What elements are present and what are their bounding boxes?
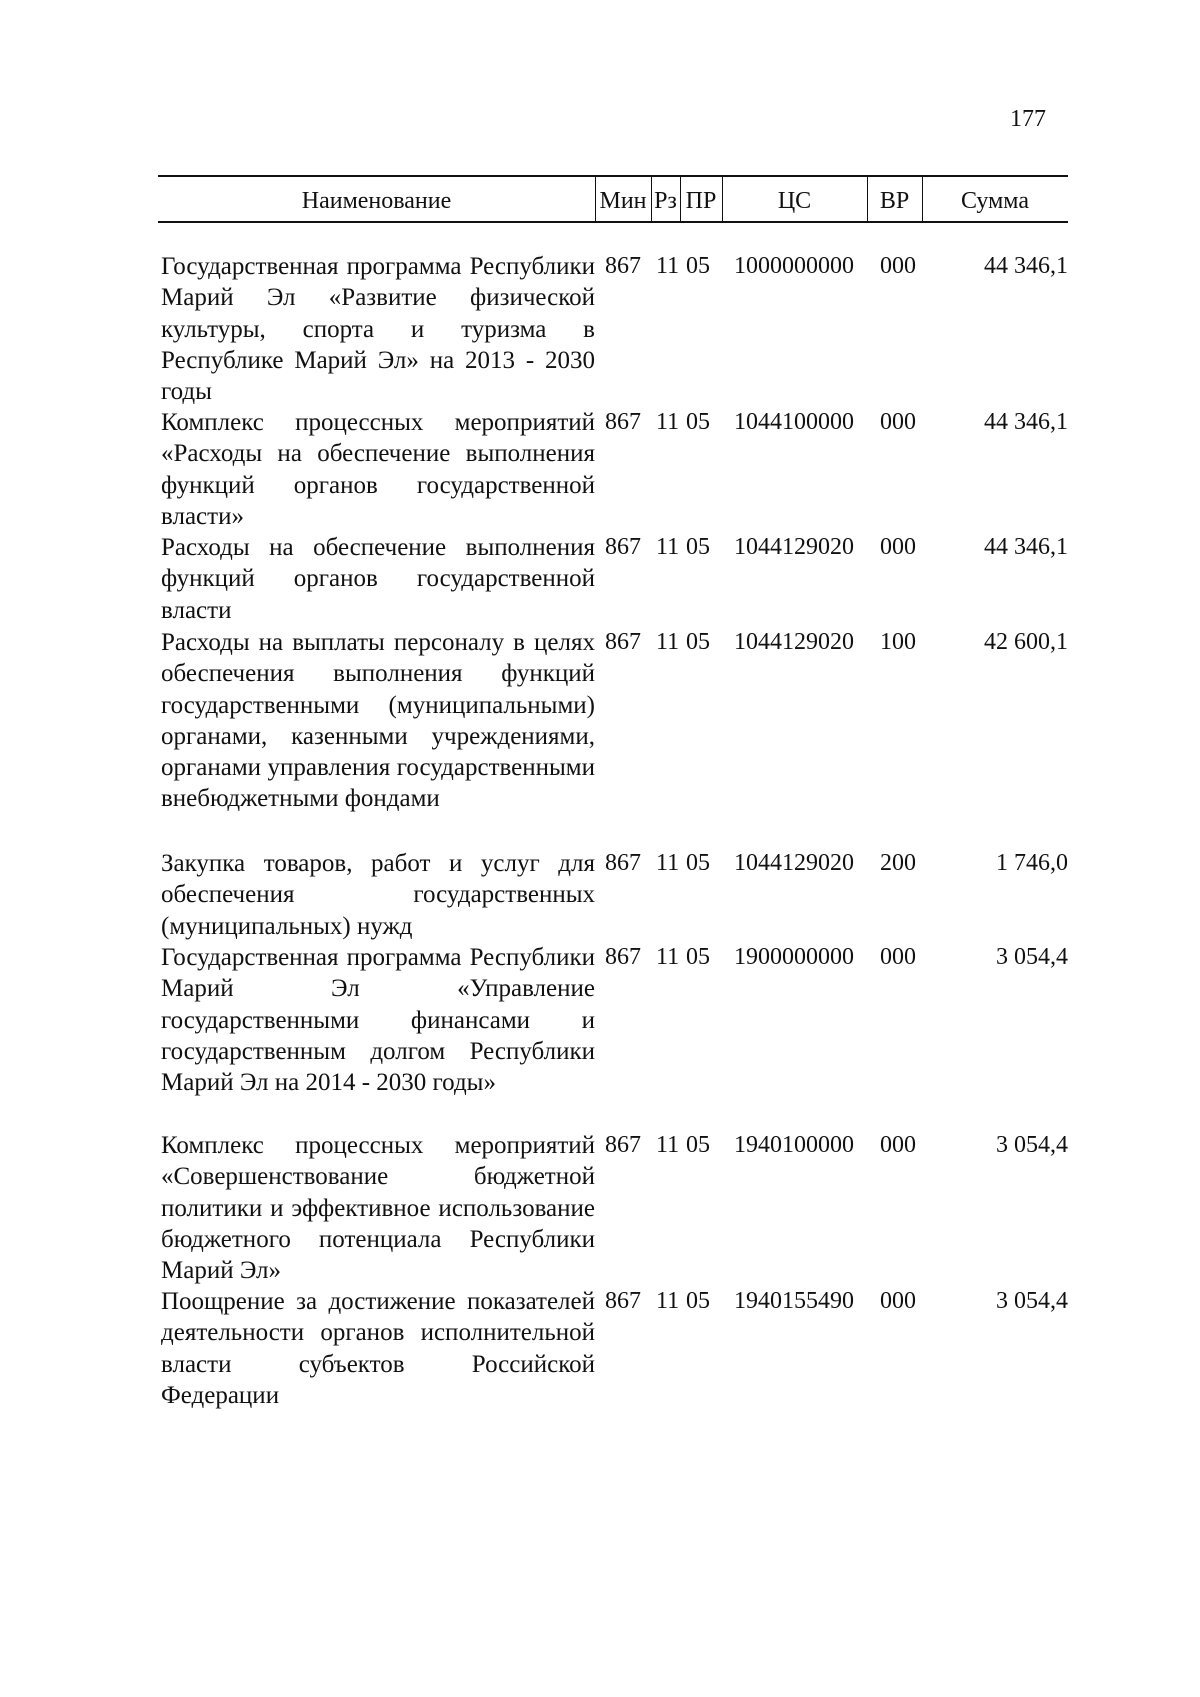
row-cs: 1044129020	[734, 629, 854, 655]
row-sum: 3 054,4	[996, 1132, 1068, 1158]
row-min: 867	[605, 534, 641, 560]
page-number: 177	[1010, 106, 1046, 132]
row-min: 867	[605, 253, 641, 279]
row-vr: 000	[880, 253, 916, 279]
row-vr: 000	[880, 944, 916, 970]
row-name: Расходы на обеспечение выполнения функций органов государственной власти	[161, 534, 595, 624]
row-cs: 1900000000	[734, 944, 854, 970]
row-name: Расходы на выплаты персоналу в целях обеспечения выполнения функций государственными (муниципальными) органами, казенными учреждениями, органами управления государственными внебюджетными фондами	[161, 629, 595, 813]
row-vr: 000	[880, 534, 916, 560]
row-vr: 000	[880, 1288, 916, 1314]
row-rz: 11	[656, 409, 680, 435]
row-sum: 44 346,1	[984, 409, 1068, 435]
row-sum: 44 346,1	[984, 534, 1068, 560]
row-cs: 1044129020	[734, 850, 854, 876]
row-min: 867	[605, 1132, 641, 1158]
col-header-sum: Сумма	[961, 188, 1029, 214]
row-pr: 05	[686, 409, 710, 435]
row-name: Поощрение за достижение показателей деятельности органов исполнительной власти субъектов Российской Федерации	[161, 1288, 595, 1409]
row-cs: 1940155490	[734, 1288, 854, 1314]
row-rz: 11	[656, 629, 680, 655]
row-sum: 42 600,1	[984, 629, 1068, 655]
row-name: Государственная программа Республики Марий Эл «Управление государственными финансами и государственным долгом Республики Марий Эл на 2014 - 2030 годы»	[161, 944, 595, 1097]
col-header-pr: ПР	[685, 188, 717, 214]
row-min: 867	[605, 850, 641, 876]
row-pr: 05	[686, 850, 710, 876]
row-min: 867	[605, 409, 641, 435]
row-pr: 05	[686, 629, 710, 655]
row-min: 867	[605, 944, 641, 970]
row-name: Комплекс процессных мероприятий «Расходы на обеспечение выполнения функций органов государственной власти»	[161, 409, 595, 530]
row-vr: 200	[880, 850, 916, 876]
row-sum: 3 054,4	[996, 944, 1068, 970]
row-rz: 11	[656, 253, 680, 279]
row-rz: 11	[656, 850, 680, 876]
row-rz: 11	[656, 1288, 680, 1314]
row-pr: 05	[686, 253, 710, 279]
row-rz: 11	[656, 534, 680, 560]
row-pr: 05	[686, 1288, 710, 1314]
row-rz: 11	[656, 944, 680, 970]
row-cs: 1000000000	[734, 253, 854, 279]
row-min: 867	[605, 629, 641, 655]
row-pr: 05	[686, 1132, 710, 1158]
col-header-rz: Рз	[654, 188, 677, 214]
row-cs: 1044129020	[734, 534, 854, 560]
row-pr: 05	[686, 534, 710, 560]
row-sum: 1 746,0	[996, 850, 1068, 876]
row-pr: 05	[686, 944, 710, 970]
table-header	[158, 175, 1068, 223]
row-name: Комплекс процессных мероприятий «Совершенствование бюджетной политики и эффективное использование бюджетного потенциала Республики Марий Эл»	[161, 1132, 595, 1285]
row-sum: 3 054,4	[996, 1288, 1068, 1314]
row-name: Закупка товаров, работ и услуг для обеспечения государственных (муниципальных) нужд	[161, 850, 595, 940]
row-sum: 44 346,1	[984, 253, 1068, 279]
col-header-min: Мин	[599, 188, 647, 214]
row-rz: 11	[656, 1132, 680, 1158]
row-name: Государственная программа Республики Марий Эл «Развитие физической культуры, спорта и туризма в Республике Марий Эл» на 2013 - 2030 годы	[161, 253, 595, 406]
col-header-cs: ЦС	[777, 188, 812, 214]
row-vr: 000	[880, 409, 916, 435]
row-vr: 000	[880, 1132, 916, 1158]
row-min: 867	[605, 1288, 641, 1314]
col-header-vr: ВР	[879, 188, 910, 214]
col-header-name: Наименование	[301, 188, 452, 214]
row-cs: 1044100000	[734, 409, 854, 435]
row-vr: 100	[880, 629, 916, 655]
row-cs: 1940100000	[734, 1132, 854, 1158]
